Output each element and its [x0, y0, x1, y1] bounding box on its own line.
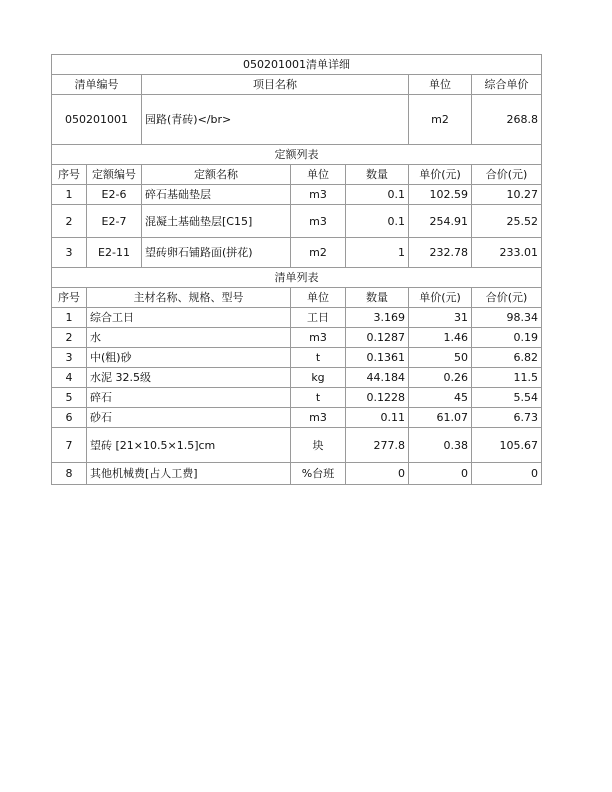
material-qty: 0	[346, 463, 409, 485]
bill-row	[52, 95, 542, 145]
quota-qty: 0.1	[346, 205, 409, 238]
quota-section-row	[52, 145, 542, 165]
material-qty: 0.1361	[346, 348, 409, 368]
material-name-header: 主材名称、规格、型号	[87, 288, 291, 308]
material-unit: m3	[291, 328, 346, 348]
material-qty: 0.11	[346, 408, 409, 428]
material-qty-header: 数量	[346, 288, 409, 308]
quota-seq-header: 序号	[52, 165, 87, 185]
material-seq: 2	[52, 328, 87, 348]
material-unit: t	[291, 388, 346, 408]
material-row	[52, 368, 542, 388]
quota-total: 233.01	[472, 238, 542, 268]
quota-row	[52, 185, 542, 205]
bill-unit-price: 268.8	[472, 95, 542, 145]
quota-price: 102.59	[409, 185, 472, 205]
quota-section-title: 定额列表	[52, 145, 542, 165]
material-section-row	[52, 268, 542, 288]
material-seq: 3	[52, 348, 87, 368]
material-row	[52, 308, 542, 328]
material-unit: t	[291, 348, 346, 368]
material-name: 砂石	[87, 408, 291, 428]
material-price: 31	[409, 308, 472, 328]
material-row	[52, 328, 542, 348]
quota-unit: m3	[291, 185, 346, 205]
material-qty: 0.1228	[346, 388, 409, 408]
bill-header-row	[52, 75, 542, 95]
material-qty: 0.1287	[346, 328, 409, 348]
material-name: 中(粗)砂	[87, 348, 291, 368]
material-unit: m3	[291, 408, 346, 428]
material-price: 45	[409, 388, 472, 408]
quota-total: 10.27	[472, 185, 542, 205]
material-total: 105.67	[472, 428, 542, 463]
material-seq: 4	[52, 368, 87, 388]
material-header-row	[52, 288, 542, 308]
quota-total: 25.52	[472, 205, 542, 238]
bill-detail-table	[51, 54, 542, 485]
bill-name: 园路(青砖)</br>	[142, 95, 409, 145]
material-name: 水泥 32.5级	[87, 368, 291, 388]
quota-price-header: 单价(元)	[409, 165, 472, 185]
quota-qty: 0.1	[346, 185, 409, 205]
material-qty: 44.184	[346, 368, 409, 388]
material-unit-header: 单位	[291, 288, 346, 308]
bill-code-header: 清单编号	[52, 75, 142, 95]
title-row	[52, 55, 542, 75]
material-total: 5.54	[472, 388, 542, 408]
material-unit: 块	[291, 428, 346, 463]
quota-price: 254.91	[409, 205, 472, 238]
material-name: 碎石	[87, 388, 291, 408]
quota-code-header: 定额编号	[87, 165, 142, 185]
quota-unit: m3	[291, 205, 346, 238]
material-total: 6.73	[472, 408, 542, 428]
material-unit: kg	[291, 368, 346, 388]
quota-name: 望砖卵石铺路面(拼花)	[142, 238, 291, 268]
material-price-header: 单价(元)	[409, 288, 472, 308]
material-seq: 7	[52, 428, 87, 463]
quota-name: 碎石基础垫层	[142, 185, 291, 205]
material-unit: %台班	[291, 463, 346, 485]
material-seq: 6	[52, 408, 87, 428]
material-name: 水	[87, 328, 291, 348]
material-total: 6.82	[472, 348, 542, 368]
quota-header-row	[52, 165, 542, 185]
material-price: 61.07	[409, 408, 472, 428]
material-seq: 5	[52, 388, 87, 408]
material-total: 0.19	[472, 328, 542, 348]
material-price: 0.26	[409, 368, 472, 388]
material-qty: 277.8	[346, 428, 409, 463]
quota-unit-header: 单位	[291, 165, 346, 185]
quota-seq: 3	[52, 238, 87, 268]
material-row	[52, 408, 542, 428]
bill-unit-header: 单位	[409, 75, 472, 95]
material-price: 1.46	[409, 328, 472, 348]
material-total-header: 合价(元)	[472, 288, 542, 308]
material-name: 望砖 [21×10.5×1.5]cm	[87, 428, 291, 463]
quota-price: 232.78	[409, 238, 472, 268]
material-price: 50	[409, 348, 472, 368]
quota-unit: m2	[291, 238, 346, 268]
table-title: 050201001清单详细	[52, 55, 542, 75]
quota-row	[52, 238, 542, 268]
material-name: 综合工日	[87, 308, 291, 328]
material-row	[52, 428, 542, 463]
material-row	[52, 463, 542, 485]
quota-code: E2-6	[87, 185, 142, 205]
material-section-title: 清单列表	[52, 268, 542, 288]
quota-total-header: 合价(元)	[472, 165, 542, 185]
material-total: 11.5	[472, 368, 542, 388]
quota-code: E2-7	[87, 205, 142, 238]
quota-row	[52, 205, 542, 238]
quota-qty-header: 数量	[346, 165, 409, 185]
bill-unit: m2	[409, 95, 472, 145]
bill-name-header: 项目名称	[142, 75, 409, 95]
material-total: 98.34	[472, 308, 542, 328]
material-unit: 工日	[291, 308, 346, 328]
material-row	[52, 348, 542, 368]
quota-seq: 1	[52, 185, 87, 205]
material-seq-header: 序号	[52, 288, 87, 308]
material-row	[52, 388, 542, 408]
bill-code: 050201001	[52, 95, 142, 145]
quota-name-header: 定额名称	[142, 165, 291, 185]
quota-name: 混凝土基础垫层[C15]	[142, 205, 291, 238]
material-name: 其他机械费[占人工费]	[87, 463, 291, 485]
material-seq: 8	[52, 463, 87, 485]
quota-qty: 1	[346, 238, 409, 268]
material-price: 0	[409, 463, 472, 485]
bill-unit-price-header: 综合单价	[472, 75, 542, 95]
quota-code: E2-11	[87, 238, 142, 268]
material-seq: 1	[52, 308, 87, 328]
material-total: 0	[472, 463, 542, 485]
quota-seq: 2	[52, 205, 87, 238]
material-price: 0.38	[409, 428, 472, 463]
material-qty: 3.169	[346, 308, 409, 328]
